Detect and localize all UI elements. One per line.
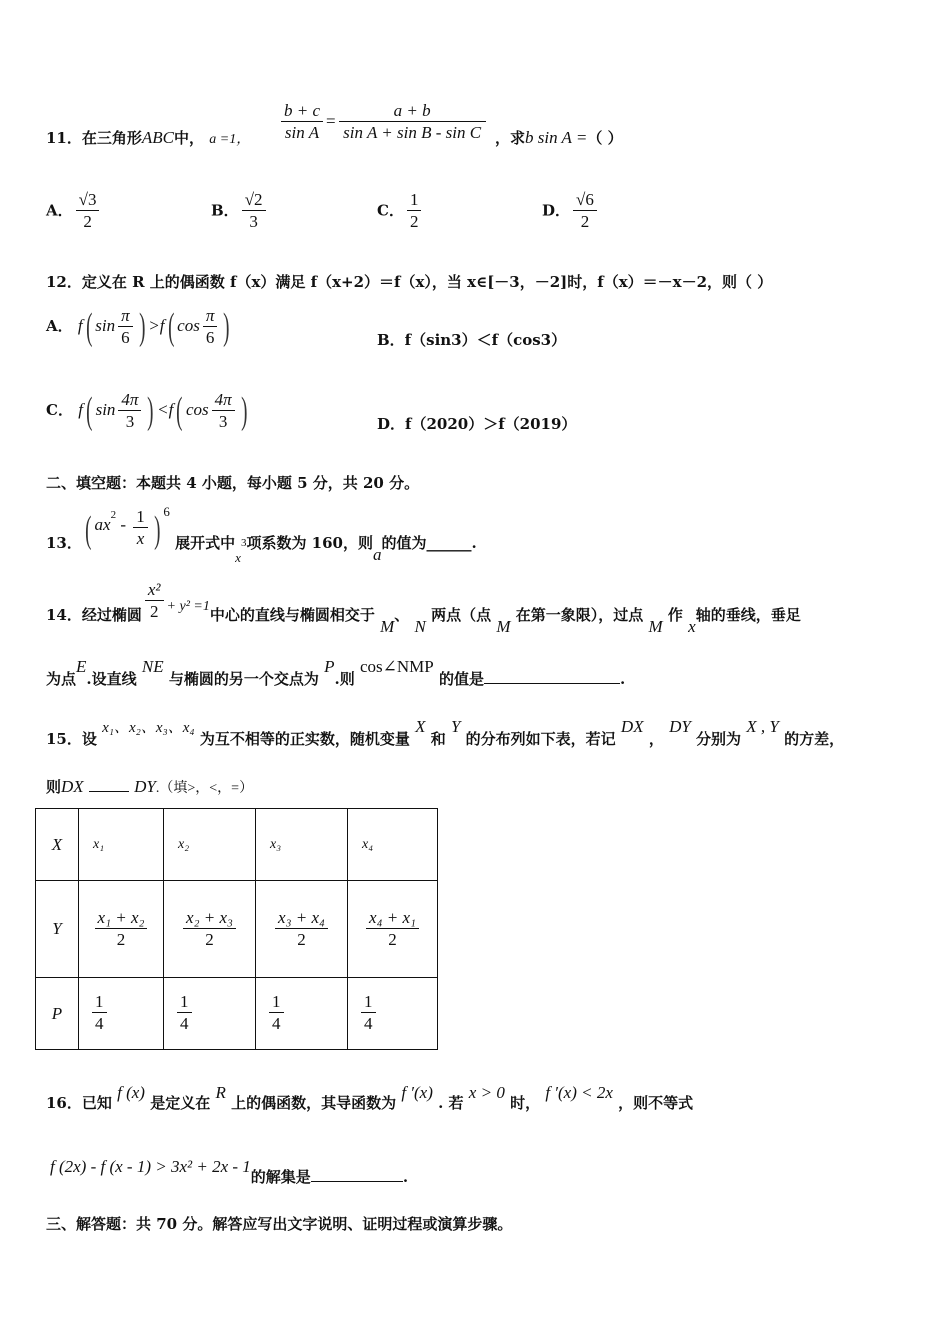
section-2-heading: 二、填空题：本题共 4 小题，每小题 5 分，共 20 分。 bbox=[46, 474, 420, 492]
q14-line1: 14．经过椭圆 $\frac{\text{x²}}{2}$ + y² =1中心的直线与椭圆相交于 M、 N 两点（点 M 在第一象限），过点 M 作 x轴的垂线，垂足 bbox=[46, 580, 801, 636]
q11-stem: 11．在三角形ABC中， a =1， bbox=[46, 128, 251, 147]
q16-line1: 16．已知 f (x) 是定义在 R 上的偶函数，其导函数为 f ′(x) . 若 x > 0 时， f ′(x) < 2x ，则不等式 bbox=[46, 1083, 694, 1112]
q11-option-d[interactable]: D． $\frac{√6}{2}$ bbox=[542, 190, 600, 233]
q11-number: 11． bbox=[46, 129, 82, 147]
q12-option-d[interactable]: D．f（2020）＞f（2019） bbox=[377, 415, 577, 433]
q16-answer-blank[interactable] bbox=[311, 1167, 403, 1182]
q15-line1: 15．设 x₁、x₂、x₃、x₄ 为互不相等的正实数，随机变量 X 和 Y 的分布列如下表，若记 DX ， DY 分别为 X , Y 的方差， bbox=[46, 717, 845, 748]
q11-option-c[interactable]: C． $\frac{1}{2}$ bbox=[377, 190, 424, 233]
q11-option-b[interactable]: B． $\frac{√2}{3}$ bbox=[211, 190, 269, 233]
q15-line2: 则DX DY.（填>，<，=） bbox=[46, 777, 254, 796]
q12-stem: 12．定义在 R 上的偶函数 f（x）满足 f（x+2）＝f（x），当 x∈[－3，－2]时，f（x）＝－x－2，则（ ） bbox=[46, 273, 773, 291]
q11-option-a[interactable]: A． $\frac{√3}{2}$ bbox=[46, 190, 102, 233]
q13-stem: 13．( $ax^2$ - $\frac{1}{x}$ ) $^6$ 展开式中$x^3$项系数为 160，则a的值为______. bbox=[46, 504, 477, 565]
q16-line2: f (2x) - f (x - 1) > 3x² + 2x - 1的解集是 . bbox=[50, 1157, 409, 1186]
table-row-p: P $\frac{1}{4}$ $\frac{1}{4}$ $\frac{1}{4}$ $\frac{1}{4}$ bbox=[36, 978, 438, 1050]
table-row-x: X x₁ x₂ x₃ x₄ bbox=[36, 809, 438, 881]
q12-option-c[interactable]: C． f( sin $\frac{4\pi}{3}$ ) <f( cos $\frac{4\pi}{3}$ ) bbox=[46, 389, 248, 432]
distribution-table bbox=[35, 808, 438, 1050]
q12-option-a[interactable]: A． f( sin $\frac{\pi}{6}$ ) >f( cos $\frac{\pi}{6}$ ) bbox=[46, 305, 230, 348]
q14-line2: 为点E.设直线 NE 与椭圆的另一个交点为 P.则 cos∠NMP 的值是 . bbox=[46, 657, 626, 688]
section-3-heading: 三、解答题：共 70 分。解答应写出文字说明、证明过程或演算步骤。 bbox=[46, 1215, 513, 1233]
table-row-y: Y $\frac{\text{x₁ + x₂}}{2}$ $\frac{\text{x₂ + x₃}}{2}$ $\frac{\text{x₃ + x₄}}{2}$ $\frac{\text{x₄ + x₁}}{2}$ bbox=[36, 881, 438, 978]
q11-equation: $\frac{b + c}{\text{sin A}}$ = $\frac{a + b}{\text{sin A + sin B - sin C}}$ bbox=[278, 101, 489, 144]
q12-option-b[interactable]: B．f（sin3）＜f（cos3） bbox=[377, 331, 567, 349]
q15-answer-blank[interactable] bbox=[89, 777, 129, 792]
q11-ask: ，求b sin A =（ ） bbox=[495, 128, 623, 147]
q14-answer-blank[interactable] bbox=[484, 669, 620, 684]
